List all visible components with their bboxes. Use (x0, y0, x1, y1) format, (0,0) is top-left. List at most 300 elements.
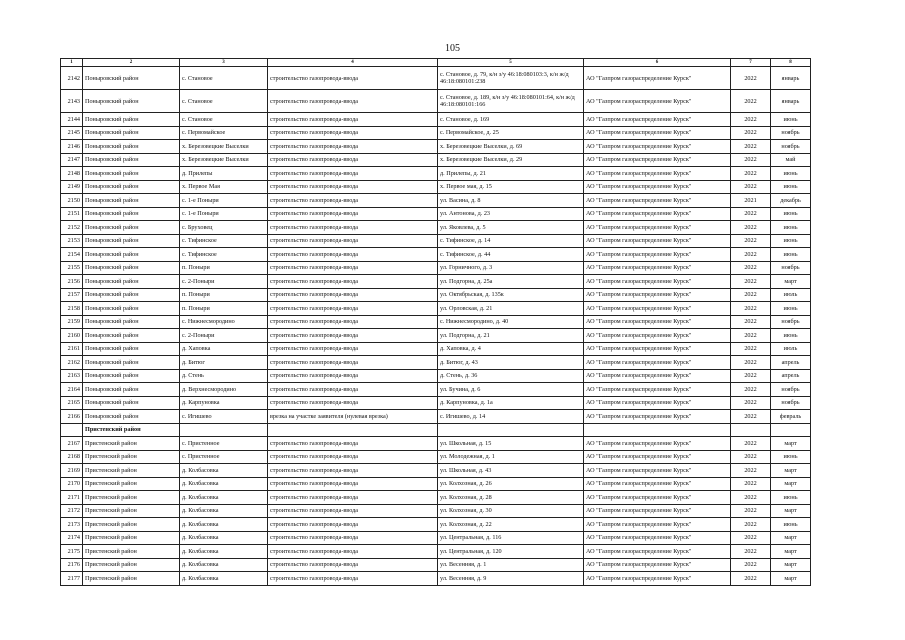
cell-year: 2022 (731, 234, 771, 248)
table-row (61, 221, 811, 235)
table-row (61, 572, 811, 586)
cell-month: ноябрь (771, 126, 811, 140)
cell-month: март (771, 545, 811, 559)
table-row (61, 67, 811, 90)
cell-month: июль (771, 288, 811, 302)
cell-district: Поныровский район (83, 140, 180, 154)
cell-year: 2022 (731, 140, 771, 154)
cell-address: с. Первомайское, д. 25 (438, 126, 584, 140)
table-row (61, 126, 811, 140)
cell-month: январь (771, 90, 811, 113)
table-row (61, 356, 811, 370)
cell-settlement: д. Битюг (180, 356, 268, 370)
cell-settlement: с. Становое (180, 113, 268, 127)
cell-contractor: АО "Газпром газораспределение Курск" (584, 288, 731, 302)
cell-district: Поныровский район (83, 369, 180, 383)
cell-year: 2022 (731, 261, 771, 275)
cell-year: 2022 (731, 572, 771, 586)
cell-row-number: 2176 (61, 558, 83, 572)
cell-row-number: 2172 (61, 504, 83, 518)
cell-month: февраль (771, 410, 811, 424)
cell-work-type: строительство газопровода-ввода (268, 153, 438, 167)
cell-district: Поныровский район (83, 113, 180, 127)
cell-settlement: с. Тифинское (180, 248, 268, 262)
cell-row-number: 2153 (61, 234, 83, 248)
cell-year: 2022 (731, 207, 771, 221)
cell-settlement: д. Прилепы (180, 167, 268, 181)
cell-work-type: строительство газопровода-ввода (268, 261, 438, 275)
cell-district: Поныровский район (83, 329, 180, 343)
cell-row-number: 2152 (61, 221, 83, 235)
cell-district: Поныровский район (83, 248, 180, 262)
cell-address: ул. Центральная, д. 116 (438, 531, 584, 545)
cell-month: март (771, 531, 811, 545)
cell-row-number: 2175 (61, 545, 83, 559)
cell-district: Пристенский район (83, 464, 180, 478)
cell-year: 2022 (731, 153, 771, 167)
cell-year: 2022 (731, 518, 771, 532)
cell-year: 2022 (731, 167, 771, 181)
cell-work-type: строительство газопровода-ввода (268, 518, 438, 532)
cell-month: июль (771, 342, 811, 356)
cell-row-number: 2160 (61, 329, 83, 343)
cell-year: 2022 (731, 329, 771, 343)
cell-work-type: строительство газопровода-ввода (268, 369, 438, 383)
cell-work-type: строительство газопровода-ввода (268, 572, 438, 586)
cell-district: Пристенский район (83, 450, 180, 464)
cell-contractor: АО "Газпром газораспределение Курск" (584, 383, 731, 397)
table-row (61, 329, 811, 343)
cell-year: 2022 (731, 558, 771, 572)
cell-work-type: строительство газопровода-ввода (268, 437, 438, 451)
table-row (61, 113, 811, 127)
cell-month: июнь (771, 518, 811, 532)
cell-contractor: АО "Газпром газораспределение Курск" (584, 180, 731, 194)
table-row (61, 342, 811, 356)
cell-work-type: строительство газопровода-ввода (268, 113, 438, 127)
cell-work-type: строительство газопровода-ввода (268, 491, 438, 505)
cell-contractor: АО "Газпром газораспределение Курск" (584, 329, 731, 343)
cell-month: ноябрь (771, 261, 811, 275)
cell-work-type: строительство газопровода-ввода (268, 194, 438, 208)
cell-settlement: п. Поныри (180, 288, 268, 302)
cell-address: ул. Колхозная, д. 30 (438, 504, 584, 518)
cell-contractor: АО "Газпром газораспределение Курск" (584, 167, 731, 181)
cell-month: июнь (771, 113, 811, 127)
cell-year: 2022 (731, 342, 771, 356)
cell-address: ул. Васина, д. 8 (438, 194, 584, 208)
cell-work-type: строительство газопровода-ввода (268, 545, 438, 559)
cell-address: с. Тифинское, д. 44 (438, 248, 584, 262)
cell-contractor: АО "Газпром газораспределение Курск" (584, 396, 731, 410)
table-row (61, 167, 811, 181)
cell-settlement: с. Пристенное (180, 437, 268, 451)
cell-settlement: с. Первомайское (180, 126, 268, 140)
cell-work-type: строительство газопровода-ввода (268, 67, 438, 90)
table-row (61, 261, 811, 275)
column-header: 6 (584, 59, 731, 67)
page-number: 105 (445, 43, 460, 54)
cell-contractor: АО "Газпром газораспределение Курск" (584, 221, 731, 235)
cell-address: ул. Весенняя, д. 9 (438, 572, 584, 586)
table-row (61, 450, 811, 464)
cell-settlement: с. Тифинское (180, 234, 268, 248)
cell-row-number: 2146 (61, 140, 83, 154)
cell-address: с. Игишево, д. 14 (438, 410, 584, 424)
cell-settlement: д. Колбасовка (180, 504, 268, 518)
cell-work-type: строительство газопровода-ввода (268, 356, 438, 370)
cell-settlement: с. 1-е Поныри (180, 194, 268, 208)
cell-contractor: АО "Газпром газораспределение Курск" (584, 369, 731, 383)
cell-settlement: д. Колбасовка (180, 477, 268, 491)
cell-month: июнь (771, 221, 811, 235)
table-row (61, 90, 811, 113)
cell-district: Поныровский район (83, 194, 180, 208)
cell-year: 2022 (731, 126, 771, 140)
cell-contractor: АО "Газпром газораспределение Курск" (584, 248, 731, 262)
cell-month: май (771, 153, 811, 167)
cell-address: д. Прилепы, д. 21 (438, 167, 584, 181)
cell-address: ул. Колхозная, д. 22 (438, 518, 584, 532)
table-row (61, 153, 811, 167)
cell-row-number: 2163 (61, 369, 83, 383)
cell-district: Пристенский район (83, 572, 180, 586)
cell-work-type: строительство газопровода-ввода (268, 126, 438, 140)
cell-work-type: строительство газопровода-ввода (268, 329, 438, 343)
cell-work-type: строительство газопровода-ввода (268, 221, 438, 235)
section-spacer (61, 423, 83, 437)
cell-month: март (771, 437, 811, 451)
cell-row-number: 2168 (61, 450, 83, 464)
cell-row-number: 2157 (61, 288, 83, 302)
column-header: 5 (438, 59, 584, 67)
cell-settlement: х. Березовецкие Выселки (180, 140, 268, 154)
table-row (61, 369, 811, 383)
cell-work-type: строительство газопровода-ввода (268, 464, 438, 478)
cell-district: Поныровский район (83, 207, 180, 221)
cell-month: ноябрь (771, 396, 811, 410)
cell-row-number: 2151 (61, 207, 83, 221)
cell-year: 2022 (731, 248, 771, 262)
cell-settlement: п. Поныри (180, 302, 268, 316)
table-header-row (61, 59, 811, 67)
cell-row-number: 2169 (61, 464, 83, 478)
cell-district: Поныровский район (83, 153, 180, 167)
cell-row-number: 2162 (61, 356, 83, 370)
cell-month: июнь (771, 329, 811, 343)
cell-year: 2022 (731, 450, 771, 464)
cell-year: 2022 (731, 302, 771, 316)
cell-work-type: строительство газопровода-ввода (268, 504, 438, 518)
cell-contractor: АО "Газпром газораспределение Курск" (584, 491, 731, 505)
cell-year: 2022 (731, 491, 771, 505)
cell-contractor: АО "Газпром газораспределение Курск" (584, 450, 731, 464)
cell-address: д. Стень, д. 36 (438, 369, 584, 383)
cell-address: х. Первое мая, д. 15 (438, 180, 584, 194)
cell-district: Поныровский район (83, 356, 180, 370)
cell-work-type: строительство газопровода-ввода (268, 531, 438, 545)
cell-contractor: АО "Газпром газораспределение Курск" (584, 545, 731, 559)
cell-work-type: строительство газопровода-ввода (268, 396, 438, 410)
table-row (61, 207, 811, 221)
cell-row-number: 2145 (61, 126, 83, 140)
cell-work-type: строительство газопровода-ввода (268, 288, 438, 302)
cell-month: ноябрь (771, 383, 811, 397)
cell-contractor: АО "Газпром газораспределение Курск" (584, 437, 731, 451)
table-row (61, 531, 811, 545)
cell-row-number: 2165 (61, 396, 83, 410)
cell-year: 2022 (731, 369, 771, 383)
section-spacer (438, 423, 584, 437)
cell-year: 2022 (731, 383, 771, 397)
cell-settlement: п. Поныри (180, 261, 268, 275)
cell-address: с. Становое, д. 169 (438, 113, 584, 127)
cell-address: ул. Колхозная, д. 28 (438, 491, 584, 505)
cell-settlement: с. Становое (180, 90, 268, 113)
cell-row-number: 2177 (61, 572, 83, 586)
cell-contractor: АО "Газпром газораспределение Курск" (584, 113, 731, 127)
cell-district: Поныровский район (83, 261, 180, 275)
cell-district: Поныровский район (83, 234, 180, 248)
cell-month: апрель (771, 356, 811, 370)
cell-row-number: 2174 (61, 531, 83, 545)
cell-contractor: АО "Газпром газораспределение Курск" (584, 558, 731, 572)
cell-contractor: АО "Газпром газораспределение Курск" (584, 90, 731, 113)
cell-district: Поныровский район (83, 221, 180, 235)
cell-month: апрель (771, 369, 811, 383)
cell-row-number: 2148 (61, 167, 83, 181)
cell-district: Поныровский район (83, 126, 180, 140)
cell-district: Пристенский район (83, 531, 180, 545)
cell-contractor: АО "Газпром газораспределение Курск" (584, 140, 731, 154)
column-header: 3 (180, 59, 268, 67)
cell-work-type: строительство газопровода-ввода (268, 207, 438, 221)
cell-month: июнь (771, 302, 811, 316)
cell-work-type: строительство газопровода-ввода (268, 315, 438, 329)
cell-year: 2022 (731, 90, 771, 113)
cell-row-number: 2170 (61, 477, 83, 491)
cell-settlement: х. Первое Мая (180, 180, 268, 194)
cell-row-number: 2171 (61, 491, 83, 505)
table-row (61, 288, 811, 302)
cell-row-number: 2150 (61, 194, 83, 208)
cell-year: 2022 (731, 410, 771, 424)
cell-month: ноябрь (771, 315, 811, 329)
cell-month: март (771, 464, 811, 478)
section-spacer (731, 423, 771, 437)
cell-district: Поныровский район (83, 302, 180, 316)
cell-work-type: строительство газопровода-ввода (268, 383, 438, 397)
cell-contractor: АО "Газпром газораспределение Курск" (584, 153, 731, 167)
cell-work-type: строительство газопровода-ввода (268, 450, 438, 464)
cell-district: Пристенский район (83, 477, 180, 491)
cell-month: июнь (771, 207, 811, 221)
cell-year: 2022 (731, 464, 771, 478)
cell-contractor: АО "Газпром газораспределение Курск" (584, 464, 731, 478)
cell-work-type: строительство газопровода-ввода (268, 302, 438, 316)
cell-row-number: 2149 (61, 180, 83, 194)
cell-month: март (771, 275, 811, 289)
cell-address: ул. Школьная, д. 43 (438, 464, 584, 478)
table-row (61, 464, 811, 478)
cell-contractor: АО "Газпром газораспределение Курск" (584, 410, 731, 424)
cell-month: январь (771, 67, 811, 90)
cell-contractor: АО "Газпром газораспределение Курск" (584, 126, 731, 140)
cell-district: Пристенский район (83, 491, 180, 505)
table-row (61, 545, 811, 559)
cell-district: Поныровский район (83, 167, 180, 181)
cell-month: июнь (771, 180, 811, 194)
cell-year: 2022 (731, 67, 771, 90)
cell-address: д. Карпуновка, д. 1а (438, 396, 584, 410)
cell-district: Поныровский район (83, 410, 180, 424)
column-header: 1 (61, 59, 83, 67)
column-header: 8 (771, 59, 811, 67)
cell-district: Пристенский район (83, 518, 180, 532)
cell-settlement: д. Колбасовка (180, 531, 268, 545)
cell-address: ул. Центральная, д. 120 (438, 545, 584, 559)
cell-settlement: с. 2-Поныри (180, 275, 268, 289)
cell-month: июнь (771, 450, 811, 464)
cell-contractor: АО "Газпром газораспределение Курск" (584, 275, 731, 289)
cell-month: март (771, 558, 811, 572)
cell-district: Пристенский район (83, 545, 180, 559)
cell-settlement: с. Бруховец (180, 221, 268, 235)
cell-district: Поныровский район (83, 90, 180, 113)
cell-contractor: АО "Газпром газораспределение Курск" (584, 572, 731, 586)
table-row (61, 437, 811, 451)
cell-month: июнь (771, 167, 811, 181)
cell-contractor: АО "Газпром газораспределение Курск" (584, 477, 731, 491)
gas-connection-table (60, 58, 811, 586)
cell-row-number: 2147 (61, 153, 83, 167)
section-label: Пристенский район (83, 423, 180, 437)
cell-district: Поныровский район (83, 383, 180, 397)
cell-contractor: АО "Газпром газораспределение Курск" (584, 67, 731, 90)
cell-row-number: 2167 (61, 437, 83, 451)
cell-address: ул. Подгорна, д. 21 (438, 329, 584, 343)
cell-address: ул. Школьная, д. 15 (438, 437, 584, 451)
cell-address: х. Березовецкие Выселки, д. 69 (438, 140, 584, 154)
cell-contractor: АО "Газпром газораспределение Курск" (584, 194, 731, 208)
cell-address: с. Становое, д. 189, к/н з/у 46:18:080101:64, к/н ж/д 46:18:080101:166 (438, 90, 584, 113)
cell-address: ул. Подгорна, д. 25а (438, 275, 584, 289)
cell-address: ул. Октябрьская, д. 135к (438, 288, 584, 302)
section-spacer (180, 423, 268, 437)
table-row (61, 140, 811, 154)
table-row (61, 234, 811, 248)
cell-work-type: строительство газопровода-ввода (268, 140, 438, 154)
cell-settlement: д. Колбасовка (180, 558, 268, 572)
table-row (61, 302, 811, 316)
table-row (61, 491, 811, 505)
cell-month: март (771, 572, 811, 586)
cell-year: 2022 (731, 275, 771, 289)
cell-year: 2022 (731, 477, 771, 491)
cell-settlement: д. Карпуновка (180, 396, 268, 410)
cell-contractor: АО "Газпром газораспределение Курск" (584, 315, 731, 329)
cell-contractor: АО "Газпром газораспределение Курск" (584, 302, 731, 316)
cell-month: июнь (771, 491, 811, 505)
section-row (61, 423, 811, 437)
cell-year: 2022 (731, 531, 771, 545)
cell-work-type: строительство газопровода-ввода (268, 234, 438, 248)
cell-year: 2022 (731, 221, 771, 235)
cell-settlement: х. Березовецкие Выселки (180, 153, 268, 167)
cell-month: март (771, 477, 811, 491)
cell-year: 2021 (731, 194, 771, 208)
table-row (61, 315, 811, 329)
cell-contractor: АО "Газпром газораспределение Курск" (584, 207, 731, 221)
cell-work-type: строительство газопровода-ввода (268, 90, 438, 113)
table-row (61, 410, 811, 424)
cell-address: ул. Орловская, д. 21 (438, 302, 584, 316)
cell-address: д. Хаповка, д. 4 (438, 342, 584, 356)
cell-address: ул. Бучина, д. 6 (438, 383, 584, 397)
cell-row-number: 2143 (61, 90, 83, 113)
section-spacer (771, 423, 811, 437)
section-spacer (268, 423, 438, 437)
cell-year: 2022 (731, 545, 771, 559)
cell-address: х. Березовецкие Выселки, д. 29 (438, 153, 584, 167)
cell-work-type: строительство газопровода-ввода (268, 477, 438, 491)
cell-work-type: строительство газопровода-ввода (268, 167, 438, 181)
cell-work-type: строительство газопровода-ввода (268, 180, 438, 194)
cell-settlement: д. Колбасовка (180, 491, 268, 505)
table-row (61, 558, 811, 572)
cell-settlement: с. Нижнесмородино (180, 315, 268, 329)
cell-work-type: строительство газопровода-ввода (268, 275, 438, 289)
column-header: 7 (731, 59, 771, 67)
cell-row-number: 2164 (61, 383, 83, 397)
cell-settlement: д. Колбасовка (180, 545, 268, 559)
cell-contractor: АО "Газпром газораспределение Курск" (584, 531, 731, 545)
cell-district: Пристенский район (83, 504, 180, 518)
cell-work-type: строительство газопровода-ввода (268, 248, 438, 262)
cell-row-number: 2173 (61, 518, 83, 532)
section-spacer (584, 423, 731, 437)
cell-year: 2022 (731, 396, 771, 410)
column-header: 2 (83, 59, 180, 67)
cell-address: д. Битюг, д. 43 (438, 356, 584, 370)
cell-settlement: д. Стень (180, 369, 268, 383)
cell-contractor: АО "Газпром газораспределение Курск" (584, 342, 731, 356)
cell-settlement: с. 2-Поныри (180, 329, 268, 343)
cell-address: ул. Колхозная, д. 26 (438, 477, 584, 491)
cell-contractor: АО "Газпром газораспределение Курск" (584, 234, 731, 248)
cell-contractor: АО "Газпром газораспределение Курск" (584, 518, 731, 532)
cell-address: с. Тифинское, д. 14 (438, 234, 584, 248)
cell-district: Поныровский район (83, 315, 180, 329)
table-row (61, 383, 811, 397)
cell-row-number: 2142 (61, 67, 83, 90)
cell-settlement: д. Хаповка (180, 342, 268, 356)
cell-contractor: АО "Газпром газораспределение Курск" (584, 504, 731, 518)
cell-district: Поныровский район (83, 67, 180, 90)
cell-year: 2022 (731, 356, 771, 370)
cell-month: декабрь (771, 194, 811, 208)
cell-settlement: д. Колбасовка (180, 572, 268, 586)
cell-settlement: с. Игишево (180, 410, 268, 424)
cell-address: ул. Антонова, д. 23 (438, 207, 584, 221)
cell-district: Поныровский район (83, 180, 180, 194)
cell-year: 2022 (731, 504, 771, 518)
table-row (61, 477, 811, 491)
cell-district: Пристенский район (83, 437, 180, 451)
table-row (61, 275, 811, 289)
cell-address: ул. Весенняя, д. 1 (438, 558, 584, 572)
column-header: 4 (268, 59, 438, 67)
